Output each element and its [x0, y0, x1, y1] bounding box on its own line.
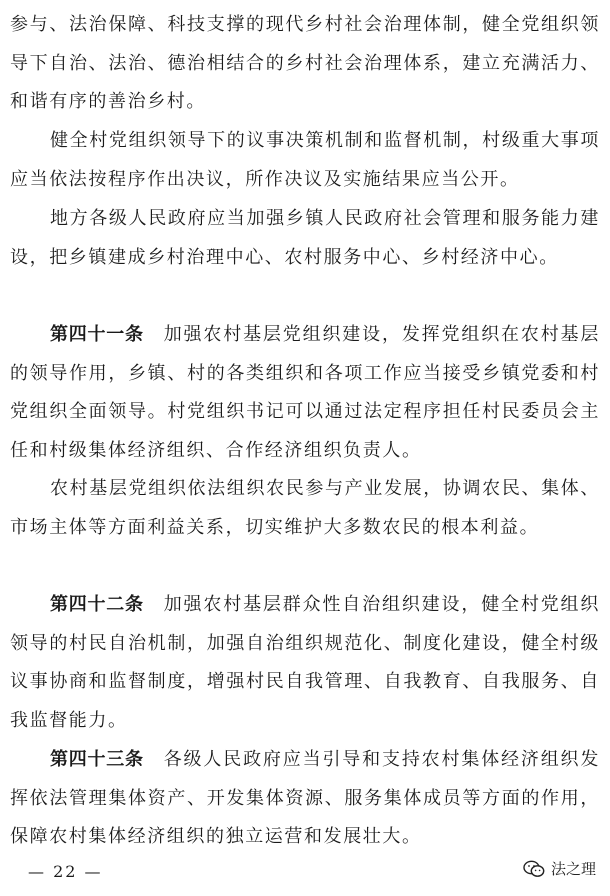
paragraph-5 — [10, 470, 600, 547]
paragraph-text: 加强农村基层党组织建设，发挥党组织在农村基层的领导作用，乡镇、村的各类组织和各项工作应当接受乡镇党委和村党组织全面领导。村党组织书记可以通过法定程序担任村民委员会主任和村级集体经济组织、合作经济组织负责人。 — [10, 324, 601, 461]
article-41 — [10, 316, 600, 470]
paragraph-3 — [10, 200, 600, 277]
article-heading: 第四十一条 — [50, 324, 144, 345]
article-43 — [10, 741, 600, 857]
article-heading: 第四十二条 — [50, 594, 144, 615]
account-watermark — [523, 858, 596, 879]
paragraph-2 — [10, 122, 600, 199]
paragraph-text: 加强农村基层群众性自治组织建设，健全村党组织领导的村民自治机制，加强自治组织规范化、制度化建设，健全村级议事协商和监督制度，增强村民自我管理、自我教育、自我服务、自我监督能力。 — [10, 594, 601, 731]
paragraph-text: 各级人民政府应当引导和支持农村集体经济组织发挥依法管理集体资产、开发集体资源、服务集体成员等方面的作用，保障农村集体经济组织的独立运营和发展壮大。 — [10, 749, 601, 847]
paragraph-1 — [10, 6, 600, 122]
paragraph-text: 参与、法治保障、科技支撑的现代乡村社会治理体制，健全党组织领导下自治、法治、德治相结合的乡村社会治理体系，建立充满活力、和谐有序的善治乡村。 — [10, 14, 600, 112]
article-heading: 第四十三条 — [50, 749, 144, 770]
watermark-label: 法之理 — [550, 860, 596, 878]
article-42 — [10, 586, 600, 740]
paragraph-text: 地方各级人民政府应当加强乡镇人民政府社会管理和服务能力建设，把乡镇建成乡村治理中心、农村服务中心、乡村经济中心。 — [10, 208, 600, 268]
page-number: — 22 — — [28, 862, 103, 881]
wechat-icon — [523, 860, 545, 878]
paragraph-text: 农村基层党组织依法组织农民参与产业发展，协调农民、集体、市场主体等方面利益关系，切实维护大多数农民的根本利益。 — [10, 478, 600, 538]
paragraph-text: 健全村党组织领导下的议事决策机制和监督机制，村级重大事项应当依法按程序作出决议，所作决议及实施结果应当公开。 — [10, 130, 600, 190]
